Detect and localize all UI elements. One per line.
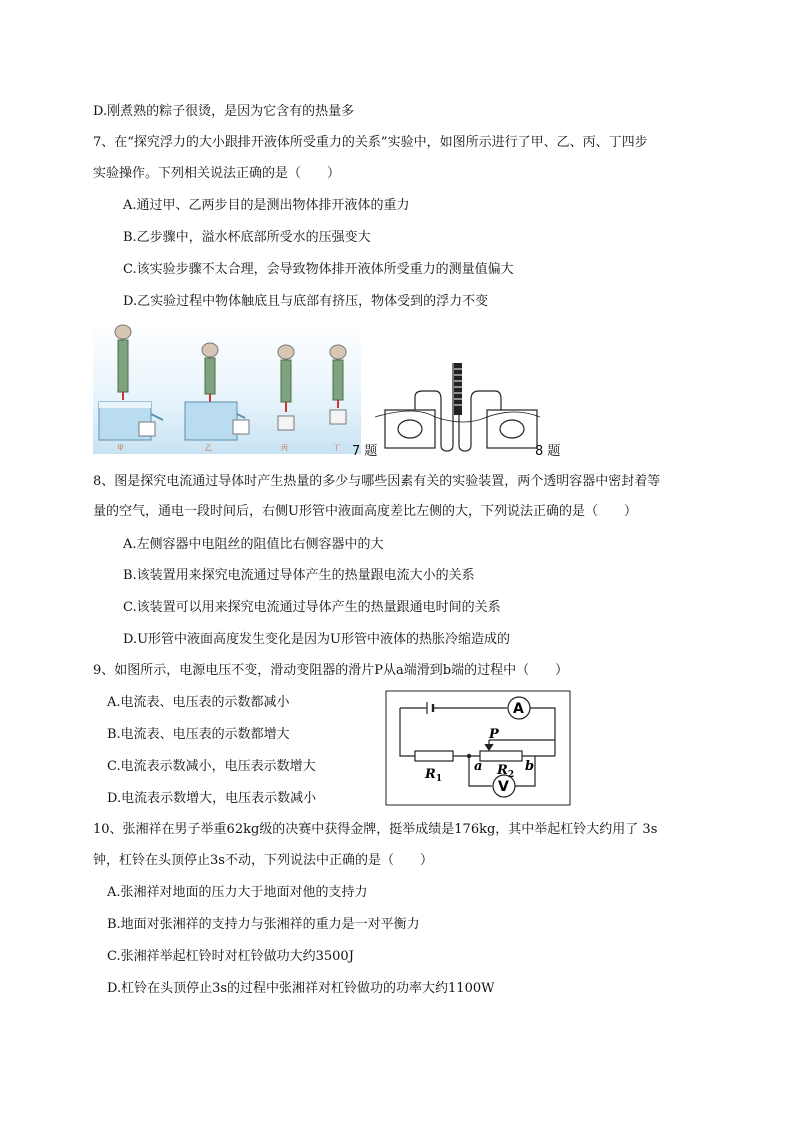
q8-option-c: C.该装置可以用来探究电流通过导体产生的热量跟通电时间的关系 bbox=[123, 600, 501, 615]
q9-option-c: C.电流表示数减小，电压表示数增大 bbox=[107, 759, 316, 774]
end-a-label: a bbox=[474, 759, 483, 774]
q9-option-d: D.电流表示数增大，电压表示数减小 bbox=[107, 791, 317, 806]
right-container bbox=[487, 410, 537, 448]
q7-stem-line1: 7、在“探究浮力的大小跟排开液体所受重力的关系”实验中，如图所示进行了甲、乙、丙、丁四步 bbox=[93, 135, 648, 150]
q8-option-b: B.该装置用来探究电流通过导体产生的热量跟电流大小的关系 bbox=[123, 568, 475, 583]
q9-circuit bbox=[385, 690, 571, 806]
q10-option-a: A.张湘祥对地面的压力大于地面对他的支持力 bbox=[107, 885, 368, 900]
q7-option-a: A.通过甲、乙两步目的是测出物体排开液体的重力 bbox=[123, 198, 410, 213]
q10-stem-line2: 钟，杠铃在头顶停止3s不动，下列说法中正确的是（ ） bbox=[93, 853, 433, 868]
q10-option-b: B.地面对张湘祥的支持力与张湘祥的重力是一对平衡力 bbox=[107, 917, 420, 932]
q10-option-c: C.张湘祥举起杠铃时对杠铃做功大约3500J bbox=[107, 949, 354, 964]
q9-stem: 9、如图所示，电源电压不变，滑动变阻器的滑片P从a端滑到b端的过程中（ ） bbox=[93, 663, 569, 678]
q8-caption: 8 题 bbox=[535, 444, 561, 459]
label-jia: 甲 bbox=[117, 444, 124, 452]
q10-stem-line1: 10、张湘祥在男子举重62kg级的决赛中获得金牌，挺举成绩是176kg，其中举起杠铃大约用了 3s bbox=[93, 822, 658, 837]
q7-figure bbox=[93, 322, 361, 454]
q7-option-c: C.该实验步骤不太合理，会导致物体排开液体所受重力的测量值偏大 bbox=[123, 262, 514, 277]
junction-dot bbox=[467, 754, 471, 758]
label-ding: 丁 bbox=[333, 444, 340, 452]
label-bing: 丙 bbox=[281, 444, 288, 452]
q9-option-b: B.电流表、电压表的示数都增大 bbox=[107, 727, 290, 742]
q8-figure bbox=[375, 355, 540, 455]
q8-stem-line1: 8、图是探究电流通过导体时产生热量的多少与哪些因素有关的实验装置，两个透明容器中密封着等 bbox=[93, 474, 661, 489]
ammeter-label: A bbox=[513, 701, 524, 717]
r1-label: $R_1$ bbox=[425, 767, 443, 784]
label-yi: 乙 bbox=[205, 444, 212, 452]
q7-option-b: B.乙步骤中，溢水杯底部所受水的压强变大 bbox=[123, 230, 371, 245]
q6-option-d: D.刚煮熟的粽子很烫，是因为它含有的热量多 bbox=[93, 104, 355, 119]
q8-option-a: A.左侧容器中电阻丝的阻值比右侧容器中的大 bbox=[123, 537, 384, 552]
right-u-tube bbox=[459, 363, 501, 451]
q7-caption: 7 题 bbox=[352, 444, 378, 459]
end-b-label: b bbox=[525, 759, 535, 774]
tube-scale bbox=[454, 363, 462, 415]
q7-option-d: D.乙实验过程中物体触底且与底部有挤压，物体受到的浮力不变 bbox=[123, 294, 489, 309]
left-u-tube bbox=[415, 363, 453, 451]
q7-stem-line2: 实验操作。下列相关说法正确的是（ ） bbox=[93, 166, 341, 181]
right-resistor-coil bbox=[500, 420, 524, 438]
q10-option-d: D.杠铃在头顶停止3s的过程中张湘祥对杠铃做功的功率大约1100W bbox=[107, 981, 495, 996]
r2-label: $R_2$ bbox=[497, 763, 515, 780]
q8-stem-line2: 量的空气，通电一段时间后，右侧U形管中液面高度差比左侧的大，下列说法正确的是（ ） bbox=[93, 504, 637, 519]
voltmeter-label: V bbox=[498, 779, 509, 795]
q8-option-d: D.U形管中液面高度发生变化是因为U形管中液体的热胀冷缩造成的 bbox=[123, 632, 511, 647]
slider-label: P bbox=[489, 727, 499, 742]
q9-option-a: A.电流表、电压表的示数都减小 bbox=[107, 695, 290, 710]
left-container bbox=[385, 410, 435, 448]
left-resistor-coil bbox=[398, 420, 422, 438]
